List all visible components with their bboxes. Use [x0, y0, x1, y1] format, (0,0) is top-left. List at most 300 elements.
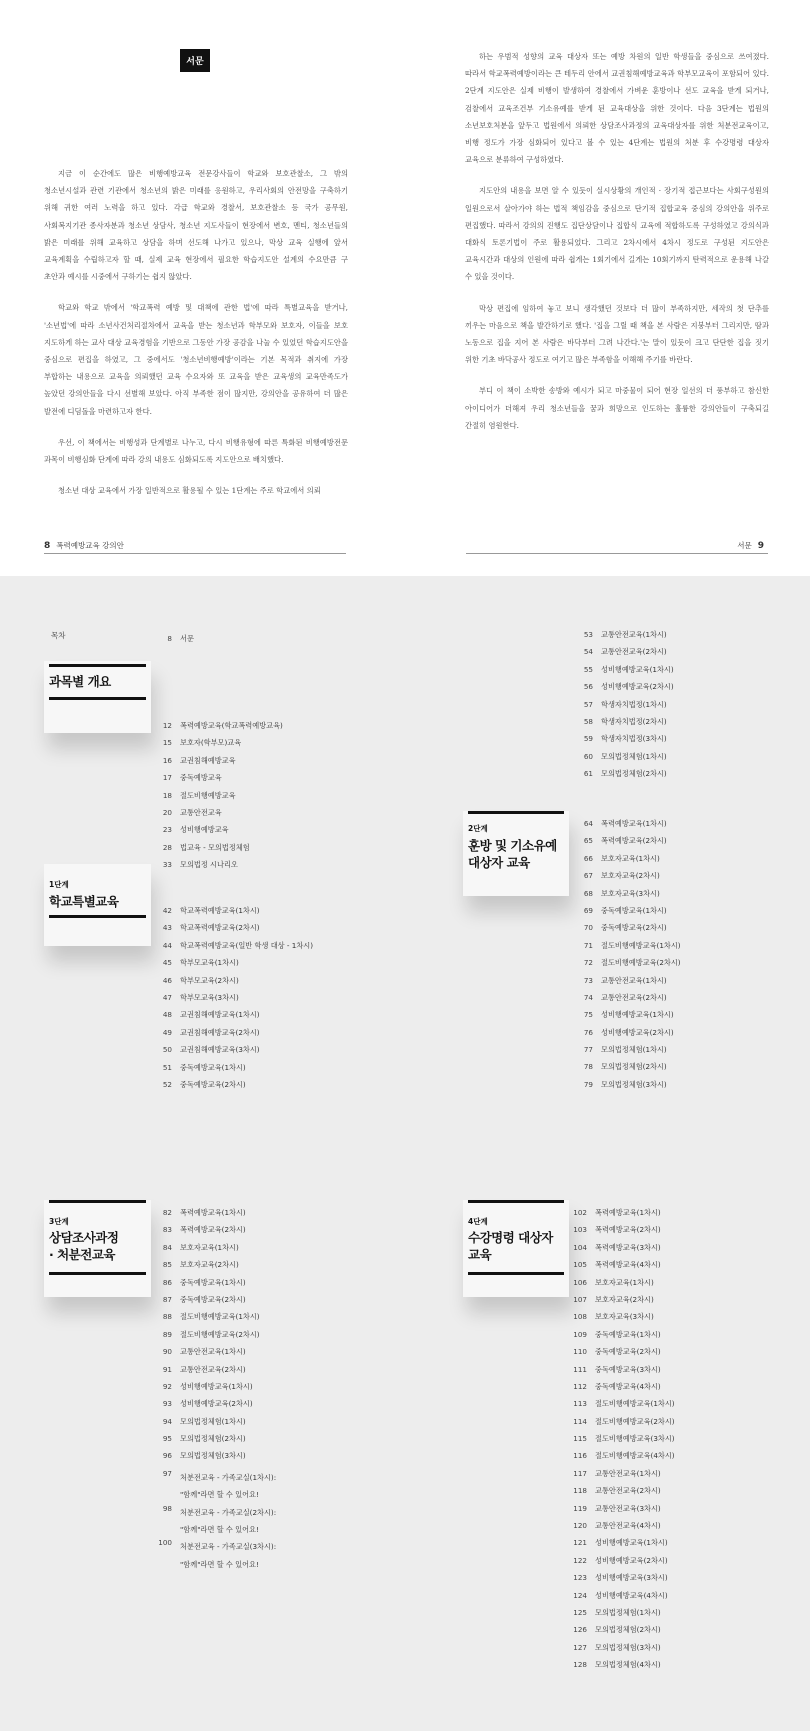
toc-entry-title: 보호자교육(3차시) — [601, 888, 660, 898]
toc-page-number: 15 — [162, 738, 172, 748]
toc-entry-title: 중독예방교육(2차시) — [595, 1347, 661, 1357]
toc-entry[interactable] — [565, 1486, 675, 1503]
page-number: 9 — [757, 540, 764, 551]
toc-entry-title: 교통안전교육(3차시) — [595, 1503, 661, 1513]
toc-entry[interactable] — [571, 976, 681, 993]
toc-entry[interactable] — [150, 1451, 276, 1468]
toc-entry[interactable] — [150, 721, 283, 738]
card-rule — [49, 1272, 146, 1275]
paragraph: 학교와 학교 밖에서 '학교폭력 예방 및 대책에 관한 법'에 따라 특별교육을 받거나, '소년법'에 따라 소년사건처리절차에서 교육을 받는 청소년과 학부모와 보호자, 이들을 보호 지도하게 하는 교사 대상 교육경험을 기반으로 그동안 가장 공감을 나눌 수 있었던 학습지도안을 중심으로 편집을 하였고, 그 중에서도 '청소년비행예방'이라는 기본 목적과 취지에 가장 부합하는 내용으로 교육을 의뢰했던 교육 수요자와 또 교육을 받은 교육생의 교육만족도가 높았던 강의안들을 다시 선별해 보았다. 아직 부족한 점이 많지만, 강의안을 공유하여 더 많은 발전에 디딤돌을 마련하고자 한다. — [44, 303, 348, 416]
toc-entry[interactable] — [565, 1347, 675, 1364]
toc-entry[interactable] — [565, 1330, 675, 1347]
footer-rule — [466, 553, 768, 554]
toc-entry-title: 교통안전교육(1차시) — [601, 975, 667, 985]
toc-entry-title: 모의법정체험(2차시) — [595, 1625, 661, 1635]
section-card-step2 — [463, 811, 569, 896]
toc-entry[interactable] — [150, 1010, 313, 1027]
toc-page-number: 85 — [162, 1260, 172, 1270]
toc-entry[interactable] — [565, 1608, 675, 1625]
running-title: 서문 — [737, 541, 752, 550]
toc-entry-title: 성비행예방교육 — [180, 825, 229, 835]
toc-page-number: 96 — [162, 1451, 172, 1461]
toc-entry[interactable] — [571, 1010, 681, 1027]
toc-page-number: 108 — [573, 1312, 587, 1322]
toc-page-number: 66 — [583, 853, 593, 863]
toc-entry-title: 교권침해예방교육(3차시) — [180, 1045, 260, 1055]
toc-page-number: 86 — [162, 1277, 172, 1287]
toc-entry-title: 모의법정체험(2차시) — [601, 1062, 667, 1072]
toc-entry[interactable] — [571, 819, 681, 836]
toc-page-number: 111 — [573, 1364, 587, 1374]
toc-entry-title: 보호자교육(2차시) — [180, 1260, 239, 1270]
toc-entry[interactable] — [150, 958, 313, 975]
section-step-label: 2단계 — [468, 824, 488, 833]
toc-list-step4 — [565, 1208, 675, 1678]
toc-page-number: 51 — [162, 1062, 172, 1072]
toc-entry-title: 성비행예방교육(1차시) — [601, 1010, 674, 1020]
toc-entry[interactable] — [571, 647, 674, 664]
toc-entry-title: 성비행예방교육(3차시) — [595, 1573, 668, 1583]
toc-page-number: 124 — [573, 1590, 587, 1600]
toc-page-number: 8 — [167, 634, 172, 643]
toc-entry-title: 처분전교육 - 가족교실(1차시): "함께"라면 할 수 있어요! — [180, 1472, 277, 1500]
toc-list-step3 — [150, 1208, 276, 1573]
toc-entry[interactable] — [150, 1045, 313, 1062]
toc-entry[interactable] — [565, 1538, 675, 1555]
toc-entry-title: 학생자치법정(2차시) — [601, 716, 667, 726]
toc-entry[interactable] — [150, 923, 313, 940]
toc-entry[interactable] — [150, 1330, 276, 1347]
toc-entry-title: 성비행예방교육(2차시) — [180, 1399, 253, 1409]
toc-page-number: 49 — [162, 1027, 172, 1037]
toc-entry[interactable] — [150, 1260, 276, 1277]
toc-page-number: 83 — [162, 1225, 172, 1235]
toc-entry-title: 성비행예방교육(1차시) — [595, 1538, 668, 1548]
preface-badge: 서문 — [180, 49, 210, 72]
toc-entry[interactable] — [571, 665, 674, 682]
toc-entry-title: 교통안전교육(4차시) — [595, 1521, 661, 1531]
toc-page-number: 112 — [573, 1381, 587, 1391]
toc-entry[interactable] — [150, 1504, 276, 1539]
toc-page-number: 90 — [162, 1347, 172, 1357]
toc-entry[interactable] — [565, 1295, 675, 1312]
toc-entry[interactable] — [150, 843, 283, 860]
toc-entry[interactable] — [571, 889, 681, 906]
toc-entry[interactable] — [571, 923, 681, 940]
toc-page-number: 43 — [162, 923, 172, 933]
toc-page-number: 88 — [162, 1312, 172, 1322]
toc-entry-title: 중독예방교육(2차시) — [180, 1294, 246, 1304]
toc-page-number: 56 — [583, 682, 593, 692]
section-title: 수강명령 대상자 교육 — [468, 1230, 553, 1262]
toc-entry-title: 교통안전교육(2차시) — [601, 647, 667, 657]
section-title: 상담조사과정 · 처분전교육 — [49, 1230, 119, 1262]
toc-entry[interactable] — [150, 1434, 276, 1451]
toc-page-number: 110 — [573, 1347, 587, 1357]
toc-entry[interactable] — [571, 1080, 681, 1097]
toc-entry-title: 폭력예방교육(4차시) — [595, 1260, 661, 1270]
toc-entry-title: 법교육 - 모의법정체험 — [180, 842, 250, 852]
toc-entry-title: 교통안전교육(2차시) — [595, 1486, 661, 1496]
toc-page-number: 106 — [573, 1277, 587, 1287]
toc-entry[interactable] — [150, 773, 283, 790]
toc-entry[interactable] — [571, 1045, 681, 1062]
toc-entry[interactable] — [565, 1382, 675, 1399]
toc-page-number: 54 — [583, 647, 593, 657]
toc-entry[interactable] — [571, 734, 674, 751]
toc-page-number: 17 — [162, 773, 172, 783]
toc-entry[interactable] — [571, 993, 681, 1010]
toc-entry-title: 교통안전교육(1차시) — [595, 1468, 661, 1478]
toc-entry-title: 모의법정체험(3차시) — [601, 1079, 667, 1089]
toc-page-number: 116 — [573, 1451, 587, 1461]
toc-entry-title: 폭력예방교육(1차시) — [595, 1208, 661, 1217]
toc-entry[interactable] — [565, 1625, 675, 1642]
toc-list-step1-continued — [571, 630, 674, 787]
toc-entry-title: 학생자치법정(1차시) — [601, 699, 667, 709]
toc-entry[interactable] — [565, 1643, 675, 1660]
toc-entry[interactable] — [150, 1312, 276, 1329]
paragraph: 하는 우범적 성향의 교육 대상자 또는 예방 차원의 일반 학생들을 중심으로 쓰여졌다. 따라서 학교폭력예방이라는 큰 테두리 안에서 교권침해예방교육과 학부모교육이 포함되어 있다. 2단계 지도안은 실제 비행이 발생하여 경찰에서 가벼운 훈방이나 선도 교육을 받게 되거나, 검찰에서 교육조건부 기소유예를 받게 된 교육대상을 위한 것이다. 다음 3단계는 법원의 소년보호처분을 앞두고 법원에서 의뢰한 상담조사과정의 교육대상자를 위한 처분전교육이고, 비행 정도가 가장 심화되어 있다고 볼 수 있는 4단계는 법원의 처분 후 수강명령 대상자 교육으로 분류하여 구성하였다. — [465, 52, 769, 165]
toc-entry-title: 성비행예방교육(2차시) — [601, 682, 674, 692]
paragraph: 지도안의 내용을 보면 알 수 있듯이 실시상황의 개인적 · 장기적 접근보다는 사회구성원의 일원으로서 살아가야 하는 법적 책임감을 중심으로 단기적 집합교육 중심의 강의안을 위주로 편집했다. 따라서 강의의 진행도 집단상담이나 집합식 교육에 적합하도록 구성하였고 강의식과 대화식 토론기법이 주로 활용되었다. 그리고 2차시에서 4차시 정도로 구성된 지도안은 교육시간과 대상의 인원에 따라 쉽게는 1회기에서 길게는 10회기까지 탄력적으로 운용해 나갈 수 있을 것이다. — [465, 186, 769, 282]
toc-entry[interactable] — [565, 1573, 675, 1590]
toc-entry-title: 중독예방교육(2차시) — [180, 1079, 246, 1089]
toc-list-overview — [150, 721, 283, 878]
toc-entry-title: 절도비행예방교육(4차시) — [595, 1451, 675, 1461]
toc-entry-title: 절도비행예방교육 — [180, 790, 236, 800]
toc-entry-title: 절도비행예방교육(2차시) — [595, 1416, 675, 1426]
toc-entry-title: 절도비행예방교육(1차시) — [595, 1399, 675, 1409]
toc-entry-title: 절도비행예방교육(1차시) — [180, 1312, 260, 1322]
toc-entry[interactable] — [571, 682, 674, 699]
toc-page-number: 12 — [162, 721, 172, 730]
toc-page-number: 105 — [573, 1260, 587, 1270]
toc-entry-title: 모의법정체험(4차시) — [595, 1660, 661, 1670]
toc-entry[interactable] — [150, 1538, 276, 1573]
toc-page-number: 50 — [162, 1045, 172, 1055]
toc-page-number: 55 — [583, 664, 593, 674]
card-rule — [49, 697, 146, 700]
toc-page-number: 76 — [583, 1027, 593, 1037]
toc-entry[interactable] — [150, 1347, 276, 1364]
toc-entry[interactable] — [565, 1243, 675, 1260]
toc-entry[interactable] — [565, 1225, 675, 1242]
toc-entry[interactable] — [571, 906, 681, 923]
toc-entry[interactable] — [150, 738, 283, 755]
section-title: 학교특별교육 — [49, 894, 119, 909]
toc-page-number: 52 — [162, 1079, 172, 1089]
toc-entry[interactable] — [571, 871, 681, 888]
toc-entry-title: 보호자교육(1차시) — [601, 853, 660, 863]
toc-entry-title: 중독예방교육(2차시) — [601, 923, 667, 933]
running-title: 폭력예방교육 강의안 — [56, 541, 124, 550]
toc-page-number: 79 — [583, 1079, 593, 1089]
toc-entry[interactable] — [150, 1243, 276, 1260]
toc-page-number: 115 — [573, 1434, 587, 1444]
toc-entry[interactable] — [150, 941, 313, 958]
section-card-step3 — [44, 1200, 151, 1297]
toc-entry[interactable] — [565, 1451, 675, 1468]
toc-page-number: 123 — [573, 1573, 587, 1583]
preface-page-left — [0, 0, 405, 576]
toc-entry[interactable] — [565, 1521, 675, 1538]
toc-entry[interactable] — [150, 791, 283, 808]
toc-entry[interactable] — [571, 854, 681, 871]
toc-entry[interactable] — [565, 1556, 675, 1573]
toc-entry[interactable] — [565, 1260, 675, 1277]
section-title: 훈방 및 기소유예 대상자 교육 — [468, 838, 557, 870]
toc-entry-title: 학부모교육(2차시) — [180, 975, 239, 985]
toc-entry-title: 교통안전교육(2차시) — [601, 992, 667, 1002]
toc-page-number: 28 — [162, 842, 172, 852]
toc-page-number: 73 — [583, 975, 593, 985]
toc-page-number: 47 — [162, 992, 172, 1002]
toc-entry[interactable] — [571, 836, 681, 853]
toc-entry[interactable] — [150, 756, 283, 773]
toc-page-number: 67 — [583, 871, 593, 881]
toc-entry[interactable] — [150, 634, 194, 651]
toc-list-step1 — [150, 906, 313, 1097]
toc-page-number: 45 — [162, 958, 172, 968]
toc-page-number: 77 — [583, 1045, 593, 1055]
toc-entry[interactable] — [150, 1028, 313, 1045]
toc-entry-title: 모의법정체험(1차시) — [601, 1045, 667, 1055]
toc-entry-title: 보호자(학부모)교육 — [180, 738, 242, 748]
toc-page-number: 91 — [162, 1364, 172, 1374]
toc-entry-title: 서문 — [180, 634, 194, 643]
toc-entry-title: 처분전교육 - 가족교실(3차시): "함께"라면 할 수 있어요! — [180, 1542, 277, 1569]
toc-page-number: 20 — [162, 807, 172, 817]
toc-entry-title: 모의법정체험(3차시) — [180, 1451, 246, 1461]
toc-entry[interactable] — [571, 958, 681, 975]
toc-entry[interactable] — [150, 906, 313, 923]
section-step-label: 4단계 — [468, 1217, 488, 1226]
toc-entry[interactable] — [150, 993, 313, 1010]
toc-entry[interactable] — [571, 700, 674, 717]
toc-entry-title: 보호자교육(3차시) — [595, 1312, 654, 1322]
toc-entry[interactable] — [571, 717, 674, 734]
toc-page-number: 107 — [573, 1294, 587, 1304]
toc-page-number: 95 — [162, 1434, 172, 1444]
toc-page-number: 61 — [583, 769, 593, 779]
toc-page-number: 46 — [162, 975, 172, 985]
toc-page-number: 74 — [583, 992, 593, 1002]
toc-page-number: 53 — [583, 630, 593, 639]
toc-entry-title: 학교폭력예방교육(1차시) — [180, 906, 260, 915]
toc-entry[interactable] — [150, 1417, 276, 1434]
toc-entry[interactable] — [150, 1295, 276, 1312]
toc-page-number: 71 — [583, 940, 593, 950]
toc-entry-title: 모의법정체험(1차시) — [601, 751, 667, 761]
toc-page-number: 94 — [162, 1416, 172, 1426]
card-rule — [468, 1200, 564, 1203]
toc-entry-title: 교통안전교육 — [180, 807, 222, 817]
toc-page-number: 120 — [573, 1521, 587, 1531]
toc-entry[interactable] — [150, 1208, 276, 1225]
section-card-overview — [44, 661, 151, 733]
toc-entry[interactable] — [565, 1434, 675, 1451]
toc-entry-title: 중독예방교육 — [180, 773, 222, 783]
toc-entry[interactable] — [150, 976, 313, 993]
toc-entry[interactable] — [571, 1062, 681, 1079]
toc-entry-title: 폭력예방교육(2차시) — [180, 1225, 246, 1235]
toc-page-number: 44 — [162, 940, 172, 950]
card-rule — [49, 1200, 146, 1203]
card-rule — [468, 1272, 564, 1275]
toc-heading: 목차 — [51, 631, 66, 640]
toc-entry[interactable] — [565, 1278, 675, 1295]
toc-page-number: 93 — [162, 1399, 172, 1409]
toc-entry-title: 폭력예방교육(2차시) — [601, 836, 667, 846]
toc-entry-title: 보호자교육(1차시) — [180, 1242, 239, 1252]
toc-entry[interactable] — [571, 752, 674, 769]
toc-entry[interactable] — [565, 1312, 675, 1329]
toc-page-number: 72 — [583, 958, 593, 968]
toc-page-number: 122 — [573, 1555, 587, 1565]
toc-entry[interactable] — [571, 1028, 681, 1045]
paragraph: 부디 이 책이 소박한 송방와 예시가 되고 마중물이 되어 현장 일선의 더 풍부하고 참신한 아이디어가 더해져 우리 청소년들을 꿈과 희망으로 인도하는 훌륭한 강의안들이 구축되길 간절히 염원한다. — [465, 386, 769, 430]
toc-page-number: 84 — [162, 1242, 172, 1252]
preface-spread — [0, 0, 810, 576]
toc-entry-title: 폭력예방교육(1차시) — [180, 1208, 246, 1217]
toc-entry-title: 모의법정 시나리오 — [180, 860, 238, 870]
toc-entry-title: 중독예방교육(1차시) — [180, 1277, 246, 1287]
toc-entry-title: 모의법정체험(2차시) — [601, 769, 667, 779]
toc-page-number: 117 — [573, 1468, 587, 1478]
toc-page-number: 33 — [162, 860, 172, 870]
toc-entry-title: 모의법정체험(1차시) — [595, 1607, 661, 1617]
toc-entry[interactable] — [150, 1278, 276, 1295]
toc-page-number: 58 — [583, 716, 593, 726]
toc-entry-title: 절도비행예방교육(1차시) — [601, 940, 681, 950]
toc-page-number: 64 — [583, 819, 593, 828]
section-step-label: 1단계 — [49, 880, 69, 889]
toc-entry[interactable] — [565, 1399, 675, 1416]
toc-entry[interactable] — [150, 1365, 276, 1382]
toc-entry-title: 중독예방교육(1차시) — [180, 1062, 246, 1072]
toc-entry-title: 절도비행예방교육(2차시) — [601, 958, 681, 968]
toc-entry-title: 학생자치법정(3차시) — [601, 734, 667, 744]
toc-entry[interactable] — [150, 1063, 313, 1080]
toc-entry-title: 중독예방교육(1차시) — [601, 905, 667, 915]
toc-entry-title: 폭력예방교육(2차시) — [595, 1225, 661, 1235]
toc-entry-title: 학교폭력예방교육(일반 학생 대상 - 1차시) — [180, 940, 314, 950]
toc-entry[interactable] — [565, 1660, 675, 1677]
toc-page-number: 92 — [162, 1381, 172, 1391]
toc-entry-title: 학교폭력예방교육(2차시) — [180, 923, 260, 933]
toc-page-number: 104 — [573, 1242, 587, 1252]
toc-entry[interactable] — [571, 630, 674, 647]
paragraph: 청소년 대상 교육에서 가장 일반적으로 활용될 수 있는 1단계는 주로 학교에서 의뢰 — [58, 486, 321, 496]
toc-page-number: 118 — [573, 1486, 587, 1496]
toc-entry[interactable] — [565, 1417, 675, 1434]
toc-entry-title: 교권침해예방교육(1차시) — [180, 1010, 260, 1020]
toc-entry-title: 보호자교육(1차시) — [595, 1277, 654, 1287]
toc-entry[interactable] — [571, 769, 674, 786]
toc-page-number: 114 — [573, 1416, 587, 1426]
toc-entry[interactable] — [565, 1365, 675, 1382]
toc-entry[interactable] — [565, 1504, 675, 1521]
toc-page-number: 69 — [583, 905, 593, 915]
toc-page-number: 70 — [583, 923, 593, 933]
toc-entry[interactable] — [565, 1469, 675, 1486]
section-title: 과목별 개요 — [49, 674, 111, 689]
toc-entry[interactable] — [150, 1080, 313, 1097]
footer-rule — [44, 553, 346, 554]
toc-entry[interactable] — [571, 941, 681, 958]
toc-entry-title: 성비행예방교육(4차시) — [595, 1590, 668, 1600]
toc-entry-title: 교권침해예방교육 — [180, 755, 236, 765]
card-rule — [49, 664, 146, 667]
toc-page-number: 16 — [162, 755, 172, 765]
toc-entry-title: 모의법정체험(2차시) — [180, 1434, 246, 1444]
toc-page-number: 18 — [162, 790, 172, 800]
toc-page-number: 125 — [573, 1607, 587, 1617]
toc-page-number: 48 — [162, 1010, 172, 1020]
toc-entry-title: 중독예방교육(4차시) — [595, 1381, 661, 1391]
toc-entry-title: 교권침해예방교육(2차시) — [180, 1027, 260, 1037]
toc-entry[interactable] — [150, 860, 283, 877]
toc-page-number: 60 — [583, 751, 593, 761]
toc-entry[interactable] — [150, 825, 283, 842]
toc-list-step2 — [571, 819, 681, 1097]
toc-entry[interactable] — [150, 1382, 276, 1399]
toc-entry-title: 성비행예방교육(2차시) — [601, 1027, 674, 1037]
toc-page-number: 68 — [583, 888, 593, 898]
toc-page-number: 42 — [162, 906, 172, 915]
toc-entry-title: 중독예방교육(1차시) — [595, 1329, 661, 1339]
toc-page-number: 75 — [583, 1010, 593, 1020]
toc-entry[interactable] — [150, 1225, 276, 1242]
toc-page-number: 121 — [573, 1538, 587, 1548]
footer-left — [44, 540, 124, 551]
card-rule — [49, 915, 146, 918]
toc-page-number: 97 — [162, 1468, 172, 1478]
paragraph: 우선, 이 책에서는 비행성과 단계별로 나누고, 다시 비행유형에 따른 특화된 비행예방전문 과목이 비행심화 단계에 따라 강의 내용도 심화되도록 지도안으로 배치했다. — [44, 437, 348, 465]
toc-page-number: 126 — [573, 1625, 587, 1635]
toc-entry[interactable] — [565, 1208, 675, 1225]
toc-entry-title: 교통안전교육(2차시) — [180, 1364, 246, 1374]
toc-page-number: 119 — [573, 1503, 587, 1513]
toc-entry-title: 중독예방교육(3차시) — [595, 1364, 661, 1374]
toc-entry[interactable] — [150, 1399, 276, 1416]
toc-page-number: 65 — [583, 836, 593, 846]
section-card-step4 — [463, 1200, 569, 1297]
toc-entry-title: 모의법정체험(3차시) — [595, 1642, 661, 1652]
paragraph: 막상 편집에 임하여 놓고 보니 생각했던 것보다 더 많이 부족하지만, 세작의 첫 단추를 끼우는 마음으로 책을 발간하기로 했다. '집을 그릴 때 책을 본 사람은 지붕부터 그리지만, 땀과 노동으로 집을 지어 본 사람은 바닥부터 그려 나간다.'는 말이 있듯이 크고 단단한 집을 짓기 위한 기초 바닥공사 정도로 여기고 많은 부족함을 이해해 주기를 바란다. — [465, 303, 769, 365]
toc-page-number: 98 — [162, 1503, 172, 1513]
toc-entry-title: 보호자교육(2차시) — [601, 871, 660, 881]
toc-page-number: 23 — [162, 825, 172, 835]
toc-entry-title: 보호자교육(2차시) — [595, 1294, 654, 1304]
page-number: 8 — [44, 540, 51, 551]
toc-entry-title: 모의법정체험(1차시) — [180, 1416, 246, 1426]
toc-entry-title: 성비행예방교육(2차시) — [595, 1555, 668, 1565]
toc-entry[interactable] — [565, 1591, 675, 1608]
toc-entry[interactable] — [150, 808, 283, 825]
toc-page-number: 102 — [573, 1208, 587, 1217]
toc-page-number: 89 — [162, 1329, 172, 1339]
table-of-contents — [0, 576, 810, 1731]
preface-body-right — [465, 48, 769, 448]
paragraph: 지금 이 순간에도 많은 비행예방교육 전문강사들이 학교와 보호관찰소, 그 밖의 청소년시설과 관련 기관에서 청소년의 밝은 미래를 응원하고, 우리사회의 안전망을 구축하기 위해 귀한 여러 노력을 하고 있다. 각급 학교와 경찰서, 보호관찰소 등 국가 공무원, 사회복지기관 종사자분과 청소년 상담사, 청소년 지도사들이 현장에서 변호, 멘티, 청소년들의 밝은 미래를 위해 교육하고 상담을 하며 선도해 나가고 있으나, 막상 교육 실행에 앞서 교육계획을 수립하고자 할 때, 실제 교육 현장에서 필요한 학습지도안 설계의 수요만큼 구 초안과 예시를 시중에서 구하기는 쉽지 않았다. — [44, 169, 348, 282]
toc-entry-title: 폭력예방교육(1차시) — [601, 819, 667, 828]
toc-entry[interactable] — [150, 1469, 276, 1504]
toc-page-number: 128 — [573, 1660, 587, 1670]
toc-entry-title: 학부모교육(1차시) — [180, 958, 239, 968]
toc-page-number: 82 — [162, 1208, 172, 1217]
